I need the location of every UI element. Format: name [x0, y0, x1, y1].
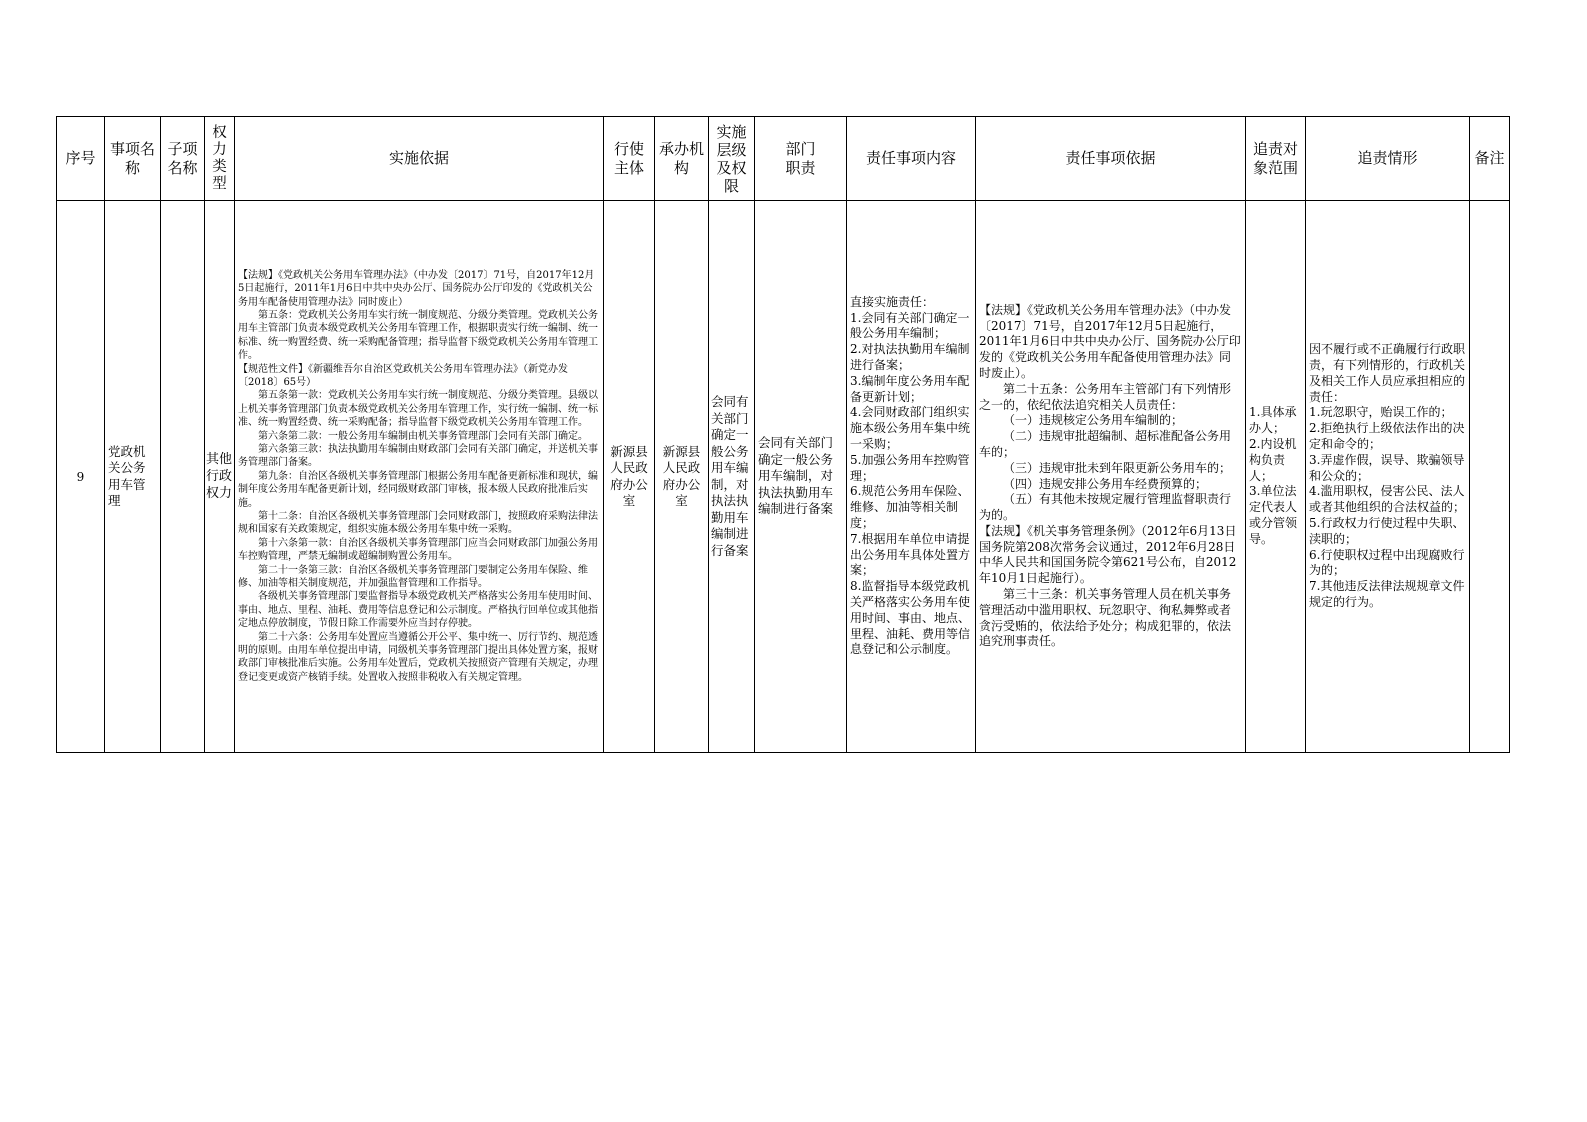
resp-basis-line: （五）有其他未按规定履行管理监督职责行为的。	[979, 492, 1232, 523]
cell-dept-duty: 会同有关部门确定一般公务用车编制，对执法执勤用车编制进行备案	[755, 201, 847, 753]
header-item-name: 事项名称	[105, 117, 161, 201]
basis-line: 第五条：党政机关公务用车实行统一制度规范、分级分类管理。党政机关公务用车主管部门负责本级党政机关公务用车管理工作，根据职责实行统一编制、统一标准、统一购置经费、统一采购配备管理；指导监督下级党政机关公务用车管理工作。	[238, 309, 598, 362]
table-header-row	[57, 117, 1510, 201]
resp-content-line: 2.对执法执勤用车编制进行备案；	[850, 342, 970, 373]
header-level: 实施层级及权限	[709, 117, 755, 201]
basis-line: 【法规】《党政机关公务用车管理办法》（中办发〔2017〕71号，自2017年12月5日起施行，2011年1月6日中共中央办公厅、国务院办公厅印发的《党政机关公务用车配备使用管理办法》同时废止）	[238, 269, 595, 308]
resp-content-line: 直接实施责任：	[850, 294, 935, 309]
resp-content-line: 3.编制年度公务用车配备更新计划；	[850, 373, 970, 404]
resp-content-line: 5.加强公务用车控购管理；	[850, 452, 970, 483]
basis-line: 第五条第一款：党政机关公务用车实行统一制度规范、分级分类管理。县级以上机关事务管理部门负责本级党政机关公务用车管理工作，实行统一编制、统一标准、统一购置经费、统一采购配备；指导监督下级党政机关公务用车管理工作。	[238, 390, 598, 429]
situation-line: 3.弄虚作假，误导、欺骗领导和公众的；	[1309, 452, 1465, 483]
cell-resp-content	[847, 201, 976, 753]
cell-sub-item	[161, 201, 205, 753]
basis-line: 【规范性文件】《新疆维吾尔自治区党政机关公务用车管理办法》（新党办发〔2018〕65号）	[238, 363, 568, 388]
cell-scope	[1246, 201, 1306, 753]
cell-power-type: 其他行政权力	[205, 201, 235, 753]
header-resp-basis: 责任事项依据	[976, 117, 1246, 201]
basis-line: 第六条第二款：一般公务用车编制由机关事务管理部门会同有关部门确定。	[258, 430, 588, 442]
cell-situations	[1306, 201, 1470, 753]
basis-line: 第十二条：自治区各级机关事务管理部门会同财政部门，按照政府采购法律法规和国家有关政策规定，组织实施本级公务用车集中统一采购。	[238, 511, 598, 536]
header-subject: 行使主体	[604, 117, 655, 201]
cell-subject: 新源县人民政府办公室	[604, 201, 655, 753]
scope-line: 2.内设机构负责人；	[1249, 437, 1297, 483]
resp-basis-line: 第三十三条：机关事务管理人员在机关事务管理活动中滥用职权、玩忽职守、徇私舞弊或者贪污受贿的，依法给予处分；构成犯罪的，依法追究刑事责任。	[979, 587, 1232, 649]
basis-line: 各级机关事务管理部门要监督指导本级党政机关严格落实公务用车使用时间、事由、地点、里程、油耗、费用等信息登记和公示制度。严格执行回单位或其他指定地点停放制度，节假日除工作需要外应当封存停驶。	[238, 591, 598, 630]
situation-line: 1.玩忽职守，贻误工作的；	[1309, 405, 1453, 420]
situation-line: 7.其他违反法律法规规章文件规定的行为。	[1309, 579, 1465, 609]
resp-content-line: 4.会同财政部门组织实施本级公务用车集中统一采购；	[850, 405, 971, 451]
cell-item-name: 党政机关公务用车管理	[105, 201, 161, 753]
resp-basis-line: （四）违规安排公务用车经费预算的；	[1003, 476, 1208, 491]
situation-line: 6.行使职权过程中出现腐败行为的；	[1309, 547, 1465, 578]
cell-resp-basis	[976, 201, 1246, 753]
scope-line: 1.具体承办人；	[1249, 405, 1297, 436]
cell-remark	[1470, 201, 1510, 753]
resp-basis-line: 【法规】《机关事务管理条例》（2012年6月13日国务院第208次常务会议通过，2012年6月28日中华人民共和国国务院令第621号公布，自2012年10月1日起施行）。	[979, 523, 1237, 586]
resp-basis-line: （三）违规审批未到年限更新公务用车的；	[1003, 460, 1232, 475]
header-basis: 实施依据	[235, 117, 604, 201]
header-resp-content: 责任事项内容	[847, 117, 976, 201]
header-remark: 备注	[1470, 117, 1510, 201]
basis-line: 第九条：自治区各级机关事务管理部门根据公务用车配备更新标准和现状，编制年度公务用车配备更新计划，经同级财政部门审核，报本级人民政府批准后实施。	[238, 470, 598, 509]
resp-basis-line: 【法规】《党政机关公务用车管理办法》（中办发〔2017〕71号，自2017年12月5日起施行，2011年1月6日中共中央办公厅、国务院办公厅印发的《党政机关公务用车配备使用管理办法》同时废止）。	[979, 302, 1241, 380]
header-no: 序号	[57, 117, 105, 201]
cell-no: 9	[57, 201, 105, 753]
table-row	[57, 201, 1510, 753]
header-power-type: 权力类型	[205, 117, 235, 201]
situation-line: 4.滥用职权，侵害公民、法人或者其他组织的合法权益的；	[1309, 484, 1466, 515]
resp-basis-line: 第二十五条：公务用车主管部门有下列情形之一的，依纪依法追究相关人员责任：	[979, 381, 1232, 412]
situation-line: 5.行政权力行使过程中失职、渎职的；	[1309, 515, 1465, 546]
header-sub-item: 子项名称	[161, 117, 205, 201]
responsibility-table	[56, 116, 1510, 753]
resp-basis-line: （二）违规审批超编制、超标准配备公务用车的；	[979, 429, 1232, 459]
header-dept-duty: 部门职责	[755, 117, 847, 201]
situation-line: 2.拒绝执行上级依法作出的决定和命令的；	[1309, 421, 1465, 451]
cell-level: 会同有关部门确定一般公务用车编制，对执法执勤用车编制进行备案	[709, 201, 755, 753]
resp-content-line: 7.根据用车单位申请提出公务用车具体处置方案；	[850, 531, 971, 578]
situation-line: 因不履行或不正确履行行政职责，有下列情形的，行政机关及相关工作人员应承担相应的责任：	[1309, 342, 1466, 404]
resp-content-line: 6.规范公务用车保险、维修、加油等相关制度；	[850, 484, 970, 530]
basis-line: 第六条第三款：执法执勤用车编制由财政部门会同有关部门确定，并送机关事务管理部门备案。	[238, 443, 598, 469]
basis-line: 第二十六条：公务用车处置应当遵循公开公平、集中统一、厉行节约、规范透明的原则。由用车单位提出申请，同级机关事务管理部门提出具体处置方案，报财政部门审核批准后实施。公务用车处置后，党政机关按照资产管理有关规定，办理登记变更或资产核销手续。处置收入按照非税收入有关规定管理。	[238, 631, 598, 683]
resp-content-line: 1.会同有关部门确定一般公务用车编制；	[850, 310, 970, 341]
cell-handler: 新源县人民政府办公室	[655, 201, 709, 753]
header-scope: 追责对象范围	[1246, 117, 1306, 201]
resp-basis-line: （一）违规核定公务用车编制的；	[1003, 413, 1184, 428]
cell-basis	[235, 201, 604, 753]
basis-line: 第十六条第一款：自治区各级机关事务管理部门应当会同财政部门加强公务用车控购管理，严禁无编制或超编制购置公务用车。	[238, 537, 598, 563]
header-situations: 追责情形	[1306, 117, 1470, 201]
scope-line: 3.单位法定代表人或分管领导。	[1249, 484, 1298, 546]
header-handler: 承办机构	[655, 117, 709, 201]
resp-content-line: 8.监督指导本级党政机关严格落实公务用车使用时间、事由、地点、里程、油耗、费用等信息登记和公示制度。	[850, 579, 971, 657]
basis-line: 第二十一条第三款：自治区各级机关事务管理部门要制定公务用车保险、维修、加油等相关制度规范，并加强监督管理和工作指导。	[238, 564, 588, 590]
